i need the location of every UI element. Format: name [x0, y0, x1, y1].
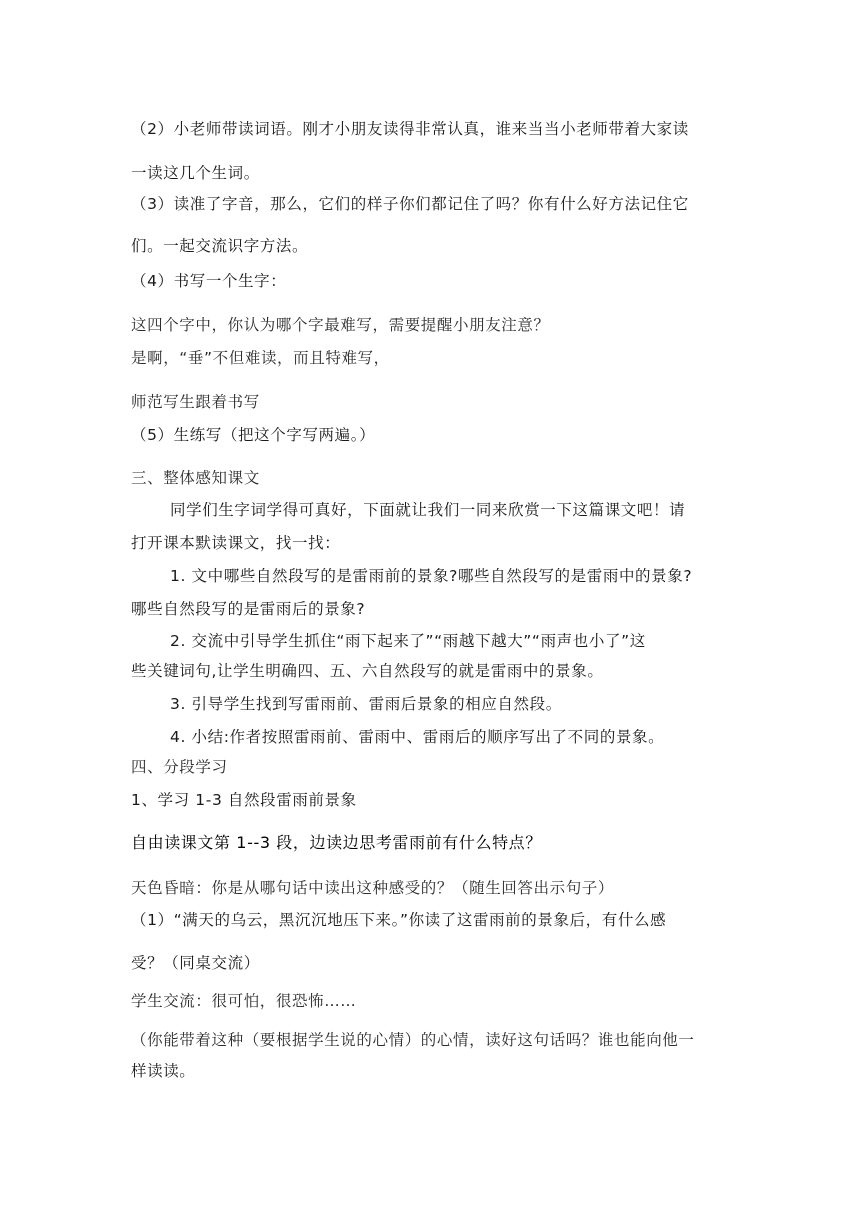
text-line-8: 师范写生跟着书写 — [131, 393, 260, 411]
list-item-2-cont: 些关键词句,让学生明确四、五、六自然段写的就是雷雨中的景象。 — [131, 662, 604, 680]
text-line-11: 同学们生字词学得可真好，下面就让我们一同来欣赏一下这篇课文吧！请 — [170, 501, 686, 519]
text-line-25: 学生交流：很可怕，很恐怖…… — [131, 992, 357, 1010]
text-line-26: （你能带着这种（要根据学生说的心情）的心情，读好这句话吗？谁也能向他一 — [131, 1031, 695, 1049]
list-item-2: 2. 交流中引导学生抓住“雨下起来了”“雨越下越大”“雨声也小了”这 — [170, 632, 646, 650]
text-line-24: 受？（同桌交流） — [131, 954, 260, 972]
text-line-27: 样读读。 — [131, 1062, 196, 1080]
text-line-4: 们。一起交流识字方法。 — [131, 237, 309, 255]
text-line-5: （4）书写一个生字： — [131, 272, 287, 290]
text-line-1: （2）小老师带读词语。刚才小朋友读得非常认真，谁来当当小老师带着大家读 — [131, 120, 689, 138]
list-item-4: 4. 小结:作者按照雷雨前、雷雨中、雷雨后的顺序写出了不同的景象。 — [170, 728, 665, 746]
section-heading-4: 四、分段学习 — [131, 758, 228, 776]
text-line-12: 打开课本默读课文，找一找： — [131, 534, 341, 552]
text-line-2: 一读这几个生词。 — [131, 164, 260, 182]
text-line-9: （5）生练写（把这个字写两遍。） — [131, 426, 376, 444]
text-line-3: （3）读准了字音，那么，它们的样子你们都记住了吗？你有什么好方法记住它 — [131, 195, 689, 213]
text-line-7: 是啊，“垂”不但难读，而且特难写， — [131, 349, 390, 367]
text-line-21: 自由读课文第 1--3 段，边读边思考雷雨前有什么特点？ — [131, 833, 542, 852]
list-item-1: 1. 文中哪些自然段写的是雷雨前的景象?哪些自然段写的是雷雨中的景象? — [170, 567, 693, 585]
text-line-22: 天色昏暗：你是从哪句话中读出这种感受的？（随生回答出示句子） — [131, 879, 615, 897]
list-item-3: 3. 引导学生找到写雷雨前、雷雨后景象的相应自然段。 — [170, 695, 562, 713]
list-item-1-cont: 哪些自然段写的是雷雨后的景象? — [131, 600, 366, 618]
subsection-heading-1: 1、学习 1-3 自然段雷雨前景象 — [131, 791, 357, 809]
text-line-6: 这四个字中，你认为哪个字最难写，需要提醒小朋友注意？ — [131, 316, 550, 334]
section-heading-3: 三、整体感知课文 — [131, 469, 260, 487]
text-line-23: （1）“满天的乌云，黑沉沉地压下来。”你读了这雷雨前的景象后，有什么感 — [131, 911, 667, 929]
